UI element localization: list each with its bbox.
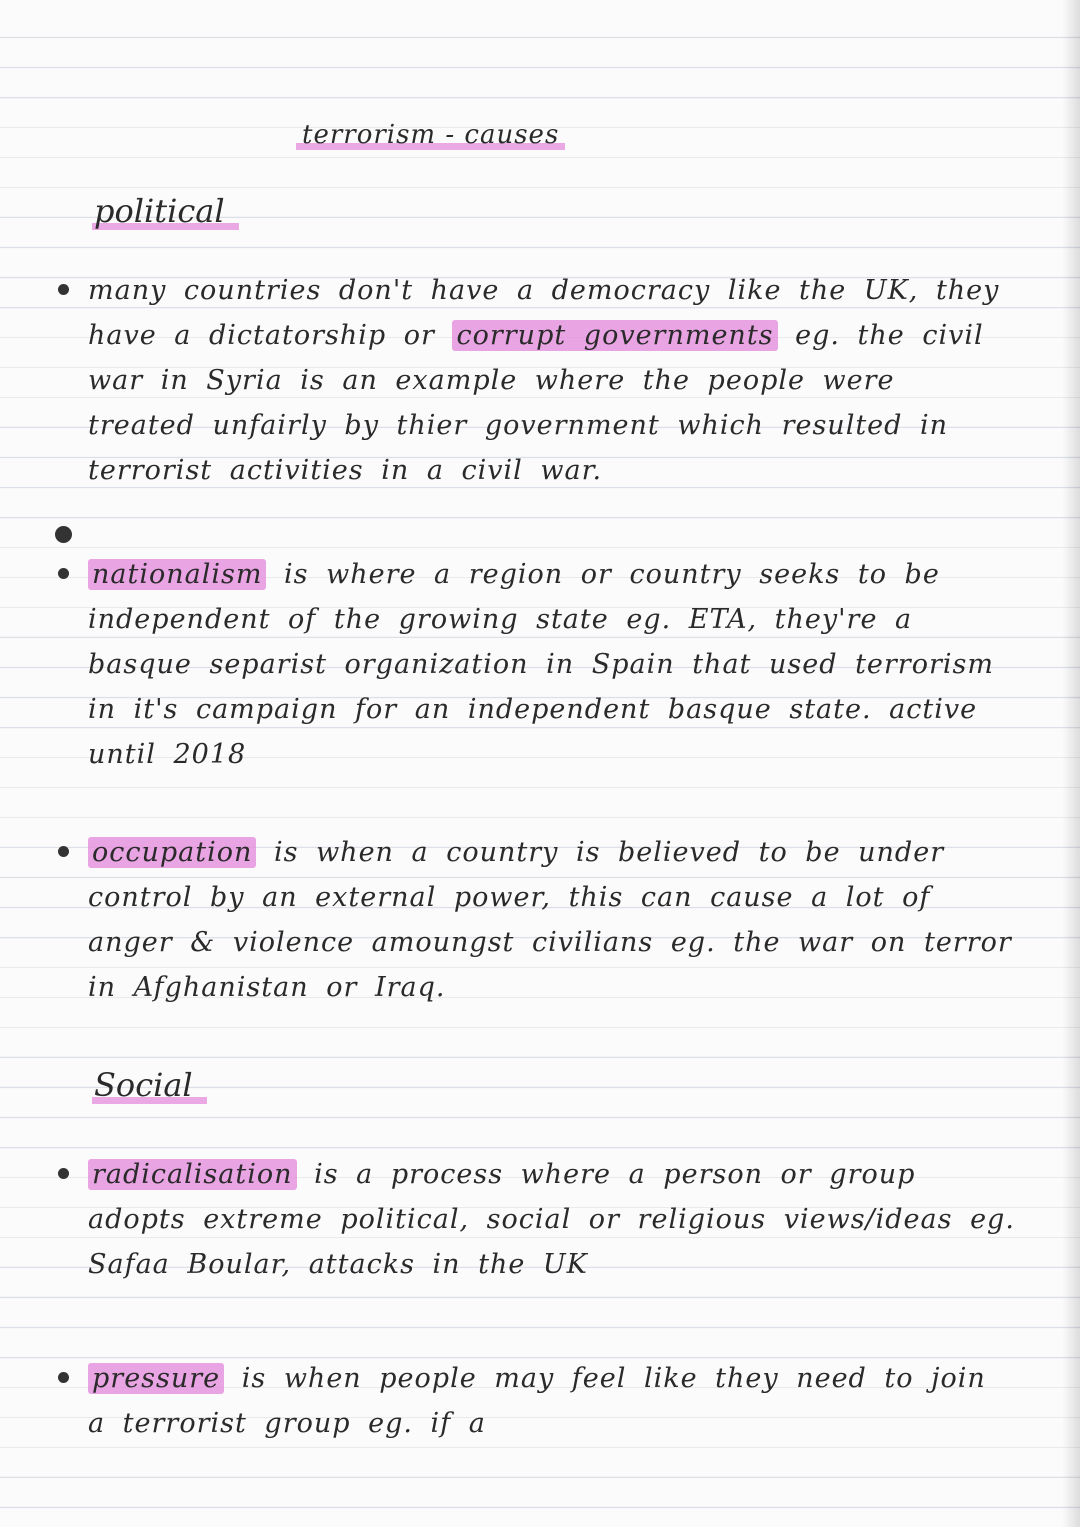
note-text: eg. the civil war in Syria is an example where the people were treated unfairly by thier government which resulted in terrorist activities in a civil war. xyxy=(88,320,984,486)
note-political-occupation xyxy=(88,830,1018,1010)
heading-political: political xyxy=(92,192,239,230)
note-social-radicalisation xyxy=(88,1152,1018,1287)
bullet-icon xyxy=(58,846,69,857)
highlighted-term: pressure xyxy=(88,1363,224,1394)
highlighted-term: nationalism xyxy=(88,559,266,590)
bullet-icon xyxy=(55,526,72,543)
bullet-icon xyxy=(58,1168,69,1179)
bullet-icon xyxy=(58,1372,69,1383)
note-text-lead: many countries don't have a democracy like the UK, they have a dictatorship or xyxy=(88,275,1000,351)
highlighted-term: radicalisation xyxy=(88,1159,297,1190)
note-text: is when people may feel like they need to join a terrorist group eg. if a xyxy=(88,1363,986,1439)
bullet-icon xyxy=(58,284,69,295)
highlighted-term: occupation xyxy=(88,837,256,868)
note-text: is a process where a person or group adopts extreme political, social or religious views/ideas eg. Safaa Boular, attacks in the UK xyxy=(88,1159,1015,1280)
note-social-pressure xyxy=(88,1356,1018,1446)
highlighted-term: corrupt governments xyxy=(452,320,777,351)
note-text: is where a region or country seeks to be independent of the growing state eg. ETA, they're a basque separist organization in Spain that used terrorism in it's campaign for an independent basque state. active until 2018 xyxy=(88,559,994,770)
bullet-icon xyxy=(58,568,69,579)
note-political-nationalism xyxy=(88,552,1018,777)
note-text: is when a country is believed to be under control by an external power, this can cause a lot of anger & violence amoungst civilians eg. the war on terror in Afghanistan or Iraq. xyxy=(88,837,1012,1003)
note-political-corrupt-governments xyxy=(88,268,1018,493)
heading-social: Social xyxy=(92,1066,207,1104)
page-title: terrorism - causes xyxy=(296,120,565,150)
